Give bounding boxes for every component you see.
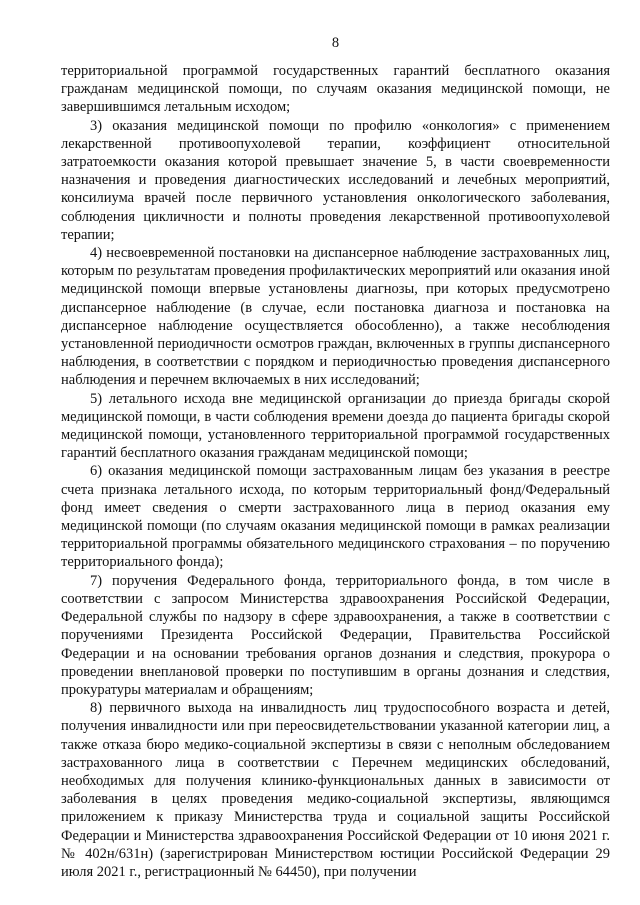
paragraph-continuation: территориальной программой государственных гарантий бесплатного оказания гражданам медицинской помощи, по случаям оказания медицинской помощи, не завершившимся летальным исходом; xyxy=(61,63,610,116)
paragraph-item-6: 6) оказания медицинской помощи застрахованным лицам без указания в реестре счета признака летального исхода, по которым территориальный фонд/Федеральный фонд имеет сведения о смерти застрахованного лица в период оказания ему медицинской помощи (по случаям оказания медицинской помощи в рамках реализации территориальной программы обязательного медицинского страхования – по поручению территориального фонда); xyxy=(61,463,610,571)
page-number: 8 xyxy=(331,35,340,51)
paragraph-item-3: 3) оказания медицинской помощи по профилю «онкология» с применением лекарственной противоопухолевой терапии, коэффициент относительной затратоемкости оказания которой превышает значение 5, в части своевременности назначения и проведения диагностических исследований и лечебных мероприятий, консилиума врачей после первичного установления онкологического заболевания, соблюдения цикличности и полноты проведения лекарственной противоопухолевой терапии; xyxy=(61,117,610,243)
paragraph-item-4: 4) несвоевременной постановки на диспансерное наблюдение застрахованных лиц, которым по результатам проведения профилактических мероприятий или оказания иной медицинской помощи впервые установлены диагнозы, при которых предусмотрено диспансерное наблюдение (в случае, если постановка диагноза и постановка на диспансерное наблюдение осуществляется обособленно), а также несоблюдения установленной периодичности осмотров граждан, включенных в группы диспансерного наблюдения, в соответствии с порядком и периодичностью проведения диспансерного наблюдения и перечнем включаемых в них исследований; xyxy=(61,245,610,389)
paragraph-item-7: 7) поручения Федерального фонда, территориального фонда, в том числе в соответствии с запросом Министерства здравоохранения Российской Федерации, Федеральной службы по надзору в сфере здравоохранения, а также в соответствии с поручениями Президента Российской Федерации, Правительства Российской Федерации и на основании требования органов дознания и следствия, прокурора о проведении внеплановой проверки по поступившим в органы дознания и следствия, прокуратуры материалам и обращениям; xyxy=(61,572,610,698)
paragraph-item-5: 5) летального исхода вне медицинской организации до приезда бригады скорой медицинской помощи, в части соблюдения времени доезда до пациента бригады скорой медицинской помощи, установленного территориальной программой государственных гарантий бесплатного оказания гражданам медицинской помощи; xyxy=(61,390,610,462)
paragraph-item-8: 8) первичного выхода на инвалидность лиц трудоспособного возраста и детей, получения инвалидности или при переосвидетельствовании указанной категории лиц, а также отказа бюро медико-социальной экспертизы в связи с неполным обследованием застрахованного лица в соответствии с Перечнем медицинских обследований, необходимых для получения клинико-функциональных данных в зависимости от заболевания в целях проведения медико-социальной экспертизы, являющимся приложением к приказу Министерства труда и социальной защиты Российской Федерации и Министерства здравоохранения Российской Федерации от 10 июня 2021 г. № 402н/631н) (зарегистрирован Министерством юстиции Российской Федерации 29 июля 2021 г., регистрационный № 64450), при получении xyxy=(61,700,610,880)
